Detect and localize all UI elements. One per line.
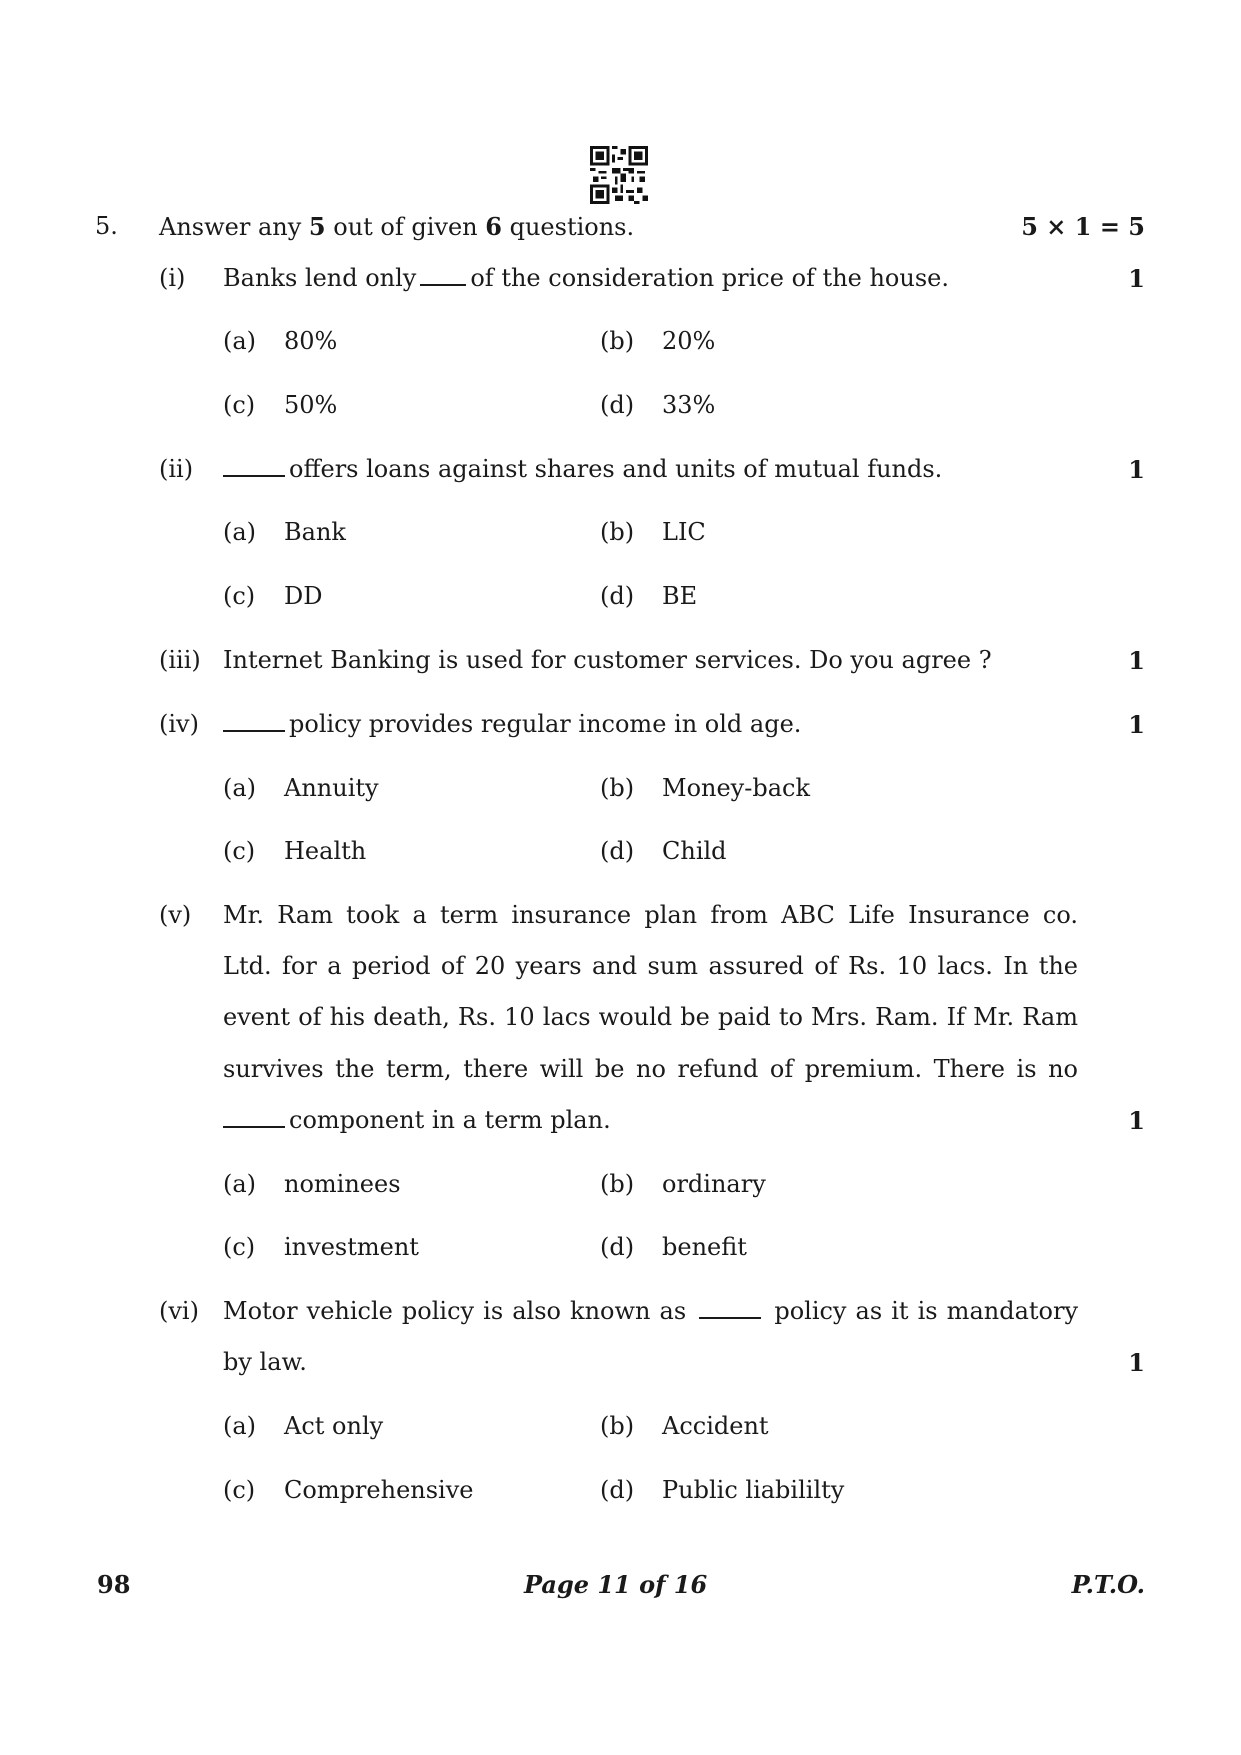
option-text: Public liabililty xyxy=(662,1476,845,1504)
pto-label: P.T.O. xyxy=(1071,1570,1145,1599)
item-marks: 1 xyxy=(1128,264,1145,293)
option-label: (a) xyxy=(223,1170,257,1198)
total-marks: 5 × 1 = 5 xyxy=(1021,212,1145,241)
option-text: Annuity xyxy=(284,774,379,802)
option-label: (c) xyxy=(223,837,256,865)
option-text: 80% xyxy=(284,327,338,355)
option-label: (d) xyxy=(600,582,635,610)
option-text: Bank xyxy=(284,518,346,546)
page-number: Page 11 of 16 xyxy=(524,1570,708,1599)
option-text: LIC xyxy=(662,518,706,546)
option-text: Money-back xyxy=(662,774,811,802)
option-text: Comprehensive xyxy=(284,1476,474,1504)
item-text-line: Ltd. for a period of 20 years and sum assured of Rs. 10 lacs. In the xyxy=(223,952,1078,980)
option-text: investment xyxy=(284,1233,419,1261)
item-label: (v) xyxy=(159,901,192,929)
option-text: Act only xyxy=(284,1412,384,1440)
option-text: nominees xyxy=(284,1170,401,1198)
item-text-line: component in a term plan. xyxy=(223,1094,1089,1146)
item-text: Banks lend only of the consideration price of the house. xyxy=(223,264,949,292)
qr-code xyxy=(590,146,648,204)
item-label: (i) xyxy=(159,264,186,292)
item-label: (iv) xyxy=(159,710,199,738)
option-label: (b) xyxy=(600,1412,635,1440)
option-text: 20% xyxy=(662,327,716,355)
option-label: (c) xyxy=(223,1233,256,1261)
option-label: (c) xyxy=(223,1476,256,1504)
option-text: BE xyxy=(662,582,698,610)
answer-blank xyxy=(699,1299,761,1319)
option-text: Health xyxy=(284,837,367,865)
option-label: (b) xyxy=(600,327,635,355)
item-text-line: by law. xyxy=(223,1348,307,1376)
option-label: (b) xyxy=(600,774,635,802)
option-label: (d) xyxy=(600,1233,635,1261)
option-label: (d) xyxy=(600,1476,635,1504)
option-label: (a) xyxy=(223,518,257,546)
item-marks: 1 xyxy=(1128,710,1145,739)
option-text: benefit xyxy=(662,1233,747,1261)
question-number: 5. xyxy=(95,212,118,240)
option-label: (b) xyxy=(600,518,635,546)
item-marks: 1 xyxy=(1128,1106,1145,1135)
option-text: 50% xyxy=(284,391,338,419)
option-text: ordinary xyxy=(662,1170,766,1198)
answer-blank xyxy=(223,457,285,477)
item-text: offers loans against shares and units of mutual funds. xyxy=(223,443,1089,495)
option-label: (a) xyxy=(223,327,257,355)
item-marks: 1 xyxy=(1128,646,1145,675)
item-marks: 1 xyxy=(1128,455,1145,484)
option-label: (d) xyxy=(600,837,635,865)
question-instruction: Answer any 5 out of given 6 questions. xyxy=(159,212,635,241)
item-text-line: survives the term, there will be no refund of premium. There is no xyxy=(223,1055,1078,1083)
option-text: 33% xyxy=(662,391,716,419)
item-marks: 1 xyxy=(1128,1348,1145,1377)
item-text-line: event of his death, Rs. 10 lacs would be paid to Mrs. Ram. If Mr. Ram xyxy=(223,1003,1078,1031)
item-label: (iii) xyxy=(159,646,201,674)
option-text: Child xyxy=(662,837,727,865)
option-text: Accident xyxy=(662,1412,769,1440)
item-text: Internet Banking is used for customer services. Do you agree ? xyxy=(223,646,992,674)
option-label: (c) xyxy=(223,582,256,610)
option-label: (d) xyxy=(600,391,635,419)
answer-blank xyxy=(223,1108,285,1128)
answer-blank xyxy=(223,712,285,732)
option-text: DD xyxy=(284,582,323,610)
option-label: (c) xyxy=(223,391,256,419)
option-label: (a) xyxy=(223,774,257,802)
item-label: (ii) xyxy=(159,455,194,483)
item-text-line: Mr. Ram took a term insurance plan from ABC Life Insurance co. xyxy=(223,901,1078,929)
paper-code: 98 xyxy=(97,1570,131,1599)
item-label: (vi) xyxy=(159,1297,199,1325)
answer-blank xyxy=(420,266,466,286)
item-text-line: Motor vehicle policy is also known as policy as it is mandatory xyxy=(223,1297,1079,1325)
item-text: policy provides regular income in old age. xyxy=(223,698,1089,750)
option-label: (a) xyxy=(223,1412,257,1440)
option-label: (b) xyxy=(600,1170,635,1198)
